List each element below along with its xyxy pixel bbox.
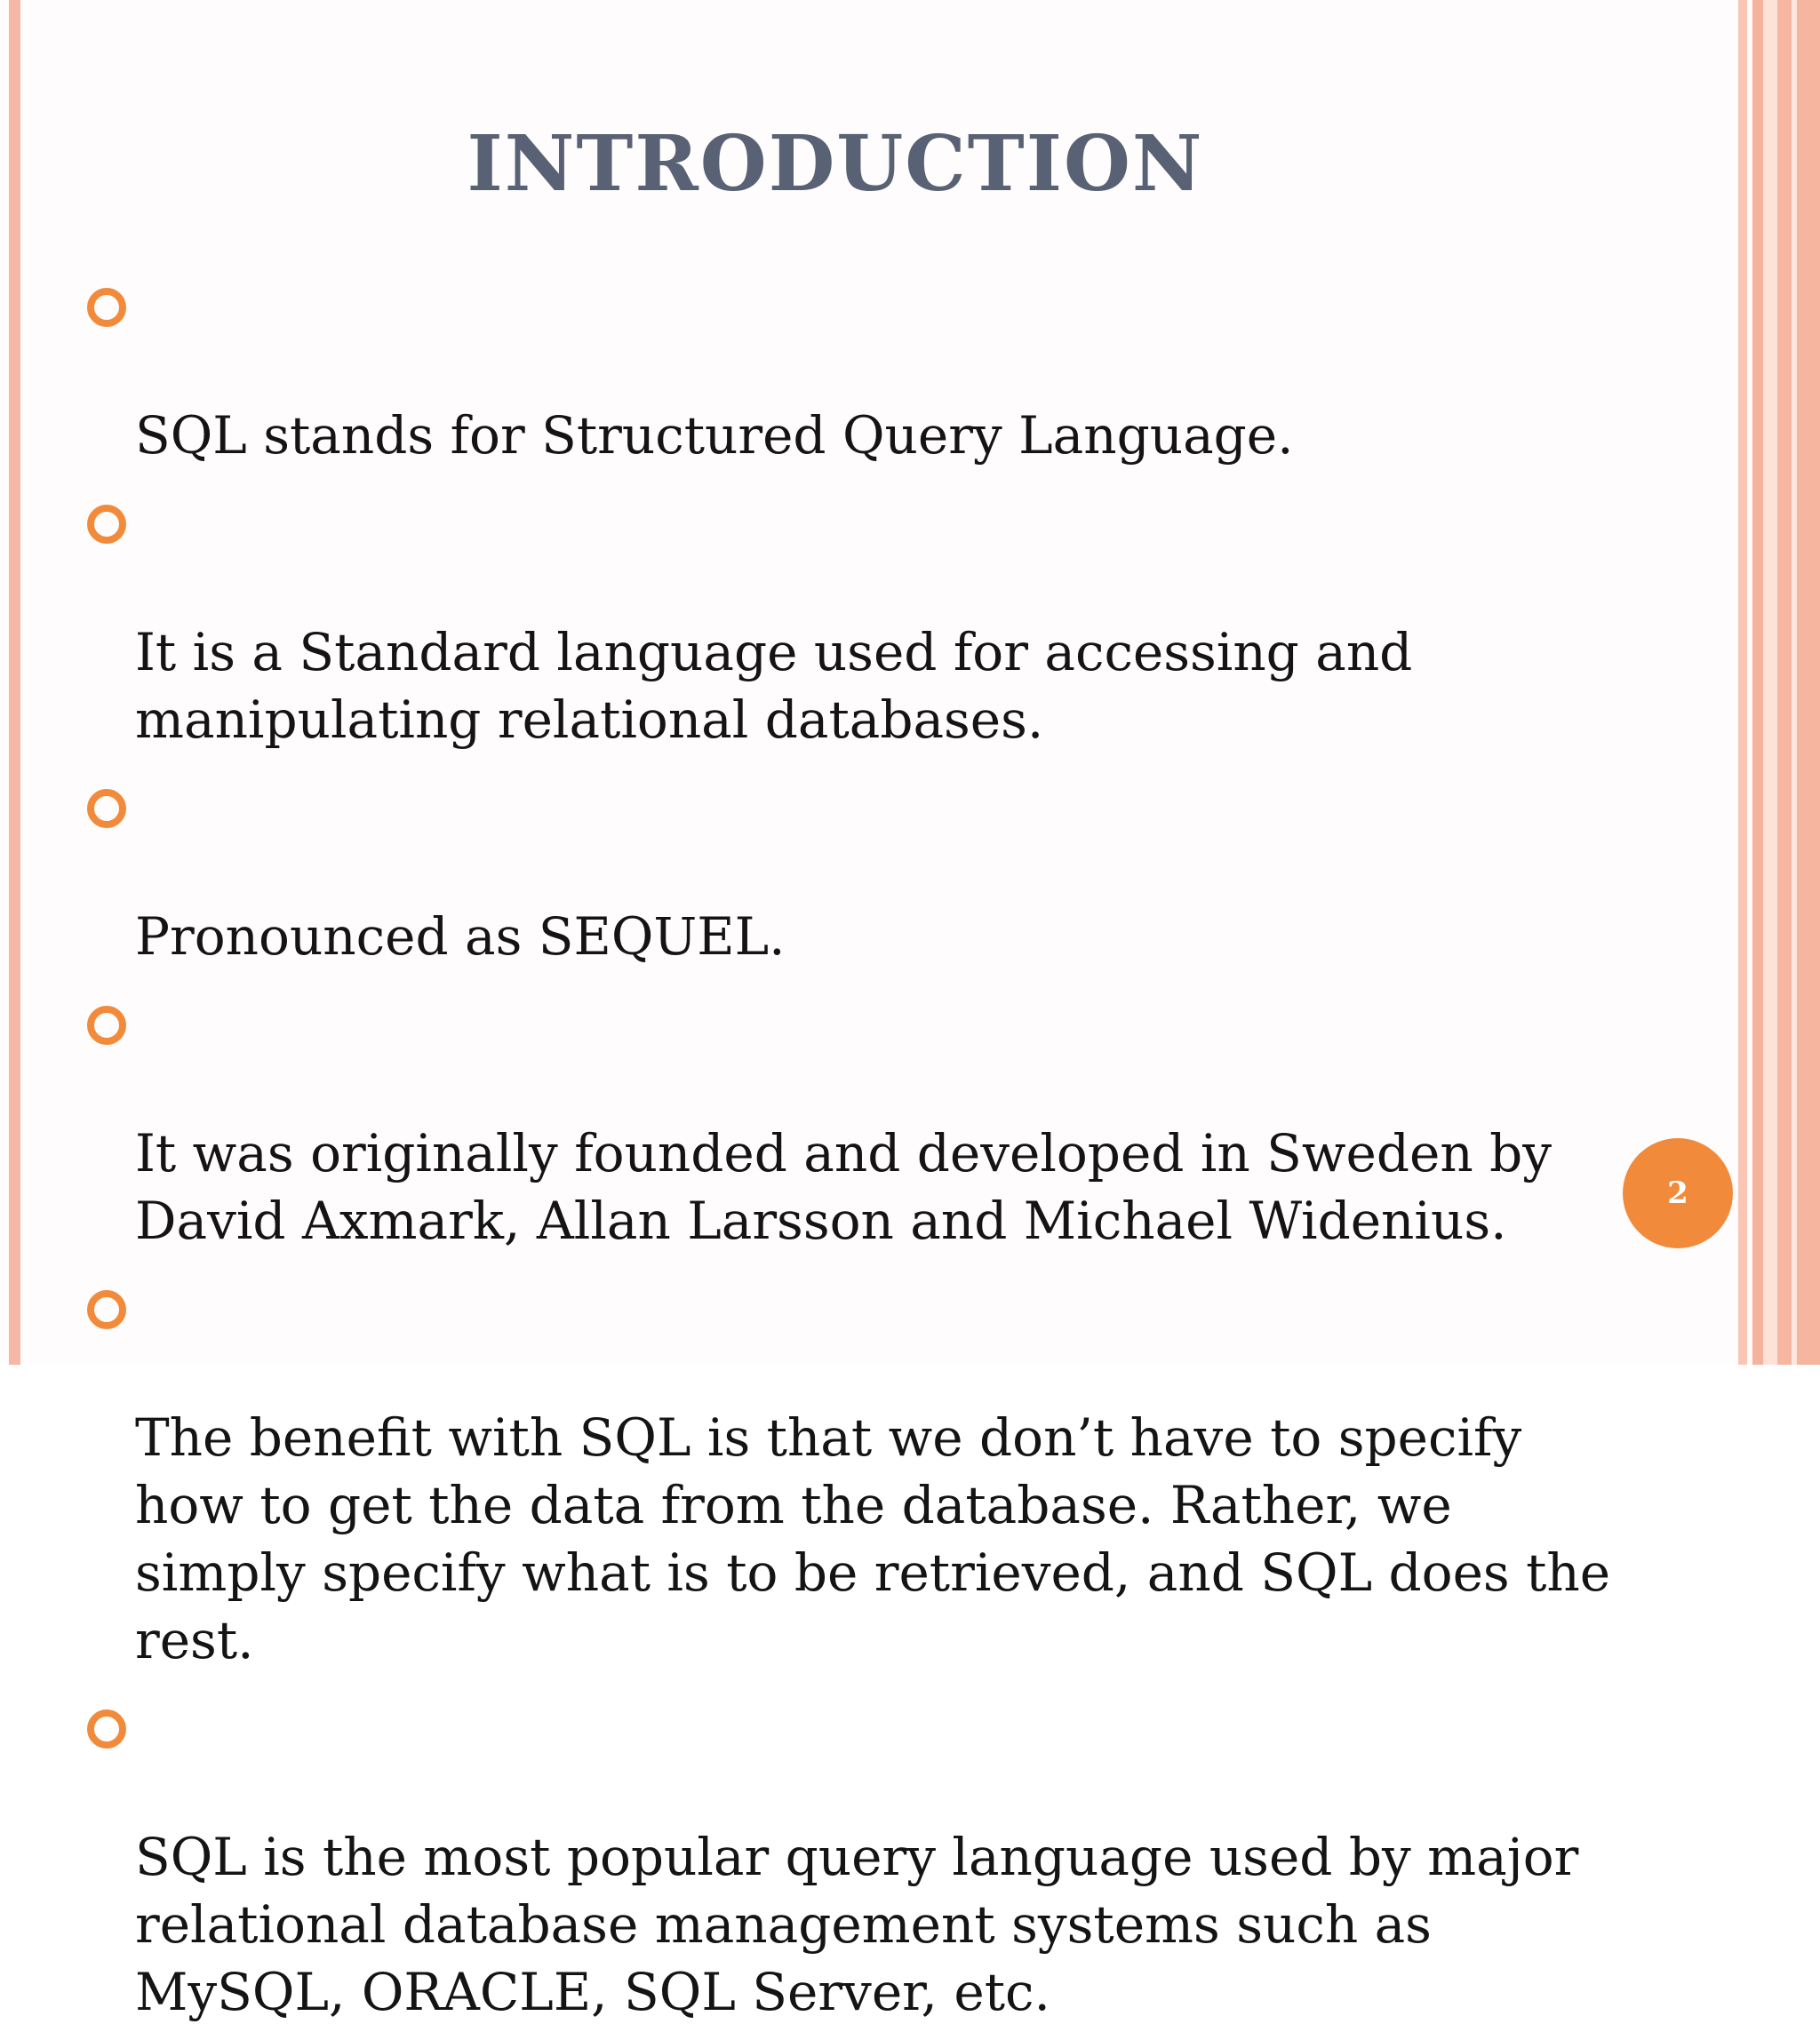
ring-bullet-icon xyxy=(87,1709,126,1749)
ring-bullet-icon xyxy=(87,505,126,544)
bullet-item xyxy=(82,1269,1681,1674)
ring-bullet-icon xyxy=(87,789,126,828)
slide-title: INTRODUCTION xyxy=(467,119,1204,209)
bullet-text: SQL is the most popular query language used by major relational database management systems such as MySQL, ORACLE, SQL Server, etc. xyxy=(135,1827,1579,2022)
bullet-text: It was originally founded and developed in Sweden by David Axmark, Allan Larsson and Michael Widenius. xyxy=(135,1123,1553,1251)
bullet-text: SQL stands for Structured Query Language. xyxy=(135,405,1294,466)
right-border-stripes xyxy=(1738,0,1820,1365)
ring-bullet-icon xyxy=(87,1290,126,1329)
bullet-text: Pronounced as SEQUEL. xyxy=(135,906,786,967)
page-number: 2 xyxy=(1667,1175,1688,1211)
bullet-list xyxy=(82,267,1681,2040)
bullet-item xyxy=(82,483,1681,753)
bullet-item xyxy=(82,1688,1681,2026)
bullet-item xyxy=(82,768,1681,970)
ring-bullet-icon xyxy=(87,288,126,327)
bullet-item xyxy=(82,267,1681,469)
page-number-badge xyxy=(1623,1138,1733,1248)
bullet-item xyxy=(82,984,1681,1255)
bullet-text: It is a Standard language used for accessing and manipulating relational databases. xyxy=(135,622,1413,750)
bullet-text: The benefit with SQL is that we don’t have to specify how to get the data from the database. Rather, we simply specify what is to be retrieved, and SQL does the rest. xyxy=(135,1407,1611,1670)
ring-bullet-icon xyxy=(87,1006,126,1045)
